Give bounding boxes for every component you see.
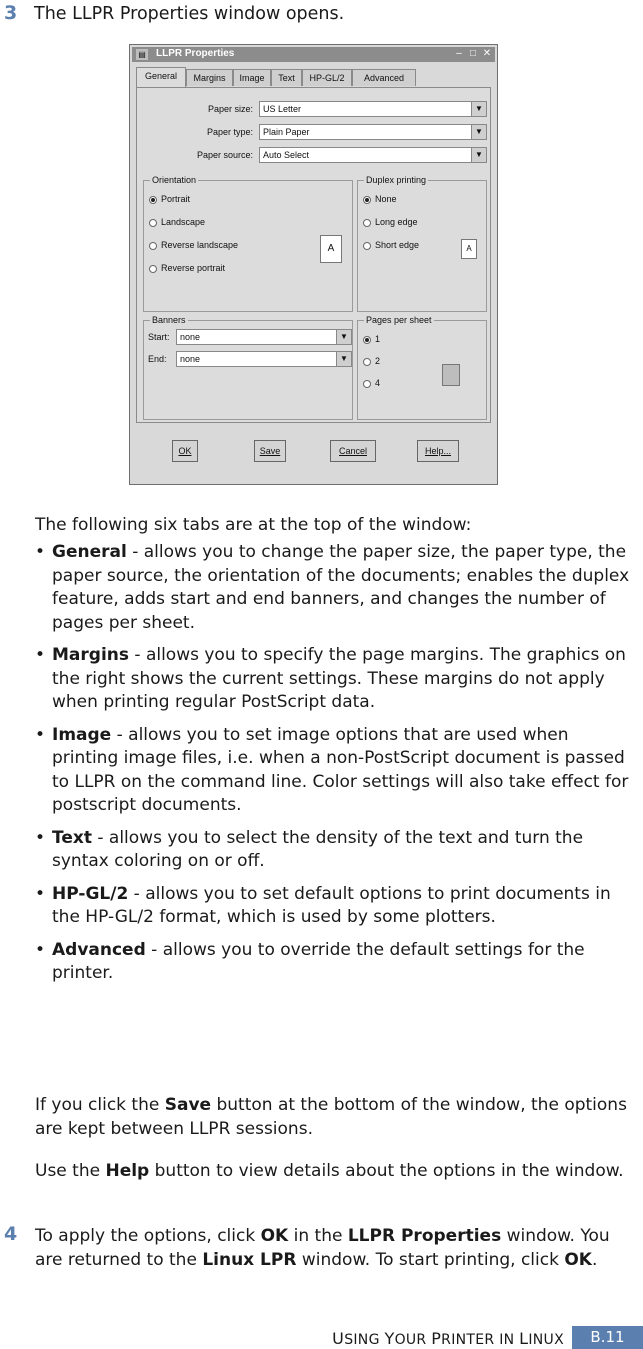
tab-advanced[interactable]: Advanced	[352, 69, 416, 86]
paper-source-value: Auto Select	[263, 150, 310, 160]
bullet-hpgl2: • HP-GL/2 - allows you to set default options to print documents in the HP-GL/2 format, which is used by some plotters.	[35, 883, 635, 930]
bullet-text: • Text - allows you to select the density of the text and turn the syntax coloring on or off.	[35, 827, 635, 874]
radio-icon	[363, 242, 371, 250]
cancel-button[interactable]: Cancel	[330, 440, 376, 462]
bullet-advanced: • Advanced - allows you to override the default settings for the printer.	[35, 939, 635, 986]
pages-preview-icon	[442, 364, 460, 386]
minimize-icon[interactable]: –	[456, 48, 462, 59]
paper-size-value: US Letter	[263, 104, 302, 114]
step-3-number: 3	[4, 2, 18, 24]
radio-icon	[149, 265, 157, 273]
save-button[interactable]: Save	[254, 440, 286, 462]
general-panel	[136, 87, 491, 423]
pages-2[interactable]: 2	[363, 355, 380, 367]
step-4-text: To apply the options, click OK in the LLPR Properties window. You are returned to the Linux LPR window. To start printing, click OK.	[35, 1226, 610, 1270]
paper-type-select[interactable]	[259, 124, 487, 140]
tab-descriptions-list	[35, 541, 635, 995]
paper-source-select[interactable]	[259, 147, 487, 163]
tab-image[interactable]: Image	[233, 69, 271, 86]
printer-icon: ▤	[136, 49, 148, 60]
radio-selected-icon	[149, 196, 157, 204]
end-banner-value: none	[180, 354, 201, 364]
banners-title: Banners	[152, 315, 186, 325]
tab-margins[interactable]: Margins	[186, 69, 233, 86]
window-titlebar	[132, 47, 495, 62]
duplex-group	[357, 175, 487, 312]
page-number-badge: B.11	[572, 1326, 643, 1349]
help-paragraph: Use the Help button to view details about the options in the window.	[35, 1161, 624, 1181]
ok-button[interactable]: OK	[172, 440, 198, 462]
tab-general[interactable]: General	[136, 67, 186, 87]
duplex-none[interactable]: None	[363, 193, 397, 205]
duplex-long-edge[interactable]: Long edge	[363, 216, 418, 228]
bullet-general: • General - allows you to change the paper size, the paper type, the paper source, the orientation of the documents; enables the duplex feature, adds start and end banners, and changes the number of pages per sheet.	[35, 541, 635, 635]
radio-icon	[149, 242, 157, 250]
orientation-portrait[interactable]: Portrait	[149, 193, 190, 205]
duplex-title: Duplex printing	[366, 175, 427, 185]
radio-selected-icon	[363, 336, 371, 344]
pages-per-sheet-group	[357, 315, 487, 420]
radio-icon	[363, 358, 371, 366]
start-banner-value: none	[180, 332, 201, 342]
orientation-reverse-portrait[interactable]: Reverse portrait	[149, 262, 225, 274]
llpr-properties-window	[129, 44, 498, 485]
duplex-preview-icon: A	[461, 239, 477, 259]
radio-icon	[149, 219, 157, 227]
radio-icon	[363, 219, 371, 227]
banners-group	[143, 315, 353, 420]
pages-per-sheet-title: Pages per sheet	[366, 315, 432, 325]
orientation-group	[143, 175, 353, 312]
intro-text: The following six tabs are at the top of the window:	[35, 515, 472, 535]
orientation-landscape[interactable]: Landscape	[149, 216, 205, 228]
save-paragraph: If you click the Save button at the bottom of the window, the options are kept between LLPR sessions.	[35, 1095, 627, 1139]
step-4-number: 4	[4, 1223, 18, 1245]
radio-icon	[363, 380, 371, 388]
paper-type-label: Paper type:	[206, 127, 253, 137]
start-banner-select[interactable]	[176, 329, 352, 345]
chevron-down-icon[interactable]: ▼	[471, 125, 486, 139]
page-footer	[0, 1326, 643, 1349]
end-label: End:	[148, 354, 167, 364]
paper-source-label: Paper source:	[196, 150, 253, 160]
close-icon[interactable]: ✕	[482, 48, 492, 59]
duplex-short-edge[interactable]: Short edge	[363, 239, 419, 251]
bullet-image: • Image - allows you to set image options that are used when printing image files, i.e. when a non-PostScript document is passed to LLPR on the command line. Color settings will also take effect for postscript documents.	[35, 724, 635, 818]
step-3-text: The LLPR Properties window opens.	[34, 4, 345, 24]
chevron-down-icon[interactable]: ▼	[336, 330, 351, 344]
chevron-down-icon[interactable]: ▼	[471, 148, 486, 162]
radio-selected-icon	[363, 196, 371, 204]
window-title: LLPR Properties	[156, 48, 235, 59]
bullet-margins: • Margins - allows you to specify the page margins. The graphics on the right shows the current settings. These margins do not apply when printing regular PostScript data.	[35, 644, 635, 715]
tab-hpgl2[interactable]: HP-GL/2	[302, 69, 352, 86]
pages-4[interactable]: 4	[363, 377, 380, 389]
chevron-down-icon[interactable]: ▼	[471, 102, 486, 116]
orientation-title: Orientation	[152, 175, 197, 185]
orientation-preview-icon: A	[320, 235, 342, 263]
paper-size-select[interactable]	[259, 101, 487, 117]
start-label: Start:	[148, 332, 170, 342]
tab-text[interactable]: Text	[271, 69, 302, 86]
orientation-reverse-landscape[interactable]: Reverse landscape	[149, 239, 238, 251]
footer-chapter-title: USING YOUR PRINTER IN LINUX	[332, 1329, 564, 1348]
pages-1[interactable]: 1	[363, 333, 380, 345]
end-banner-select[interactable]	[176, 351, 352, 367]
help-button[interactable]: Help...	[417, 440, 459, 462]
paper-type-value: Plain Paper	[263, 127, 310, 137]
paper-size-label: Paper size:	[207, 104, 253, 114]
chevron-down-icon[interactable]: ▼	[336, 352, 351, 366]
maximize-icon[interactable]: □	[469, 48, 477, 59]
